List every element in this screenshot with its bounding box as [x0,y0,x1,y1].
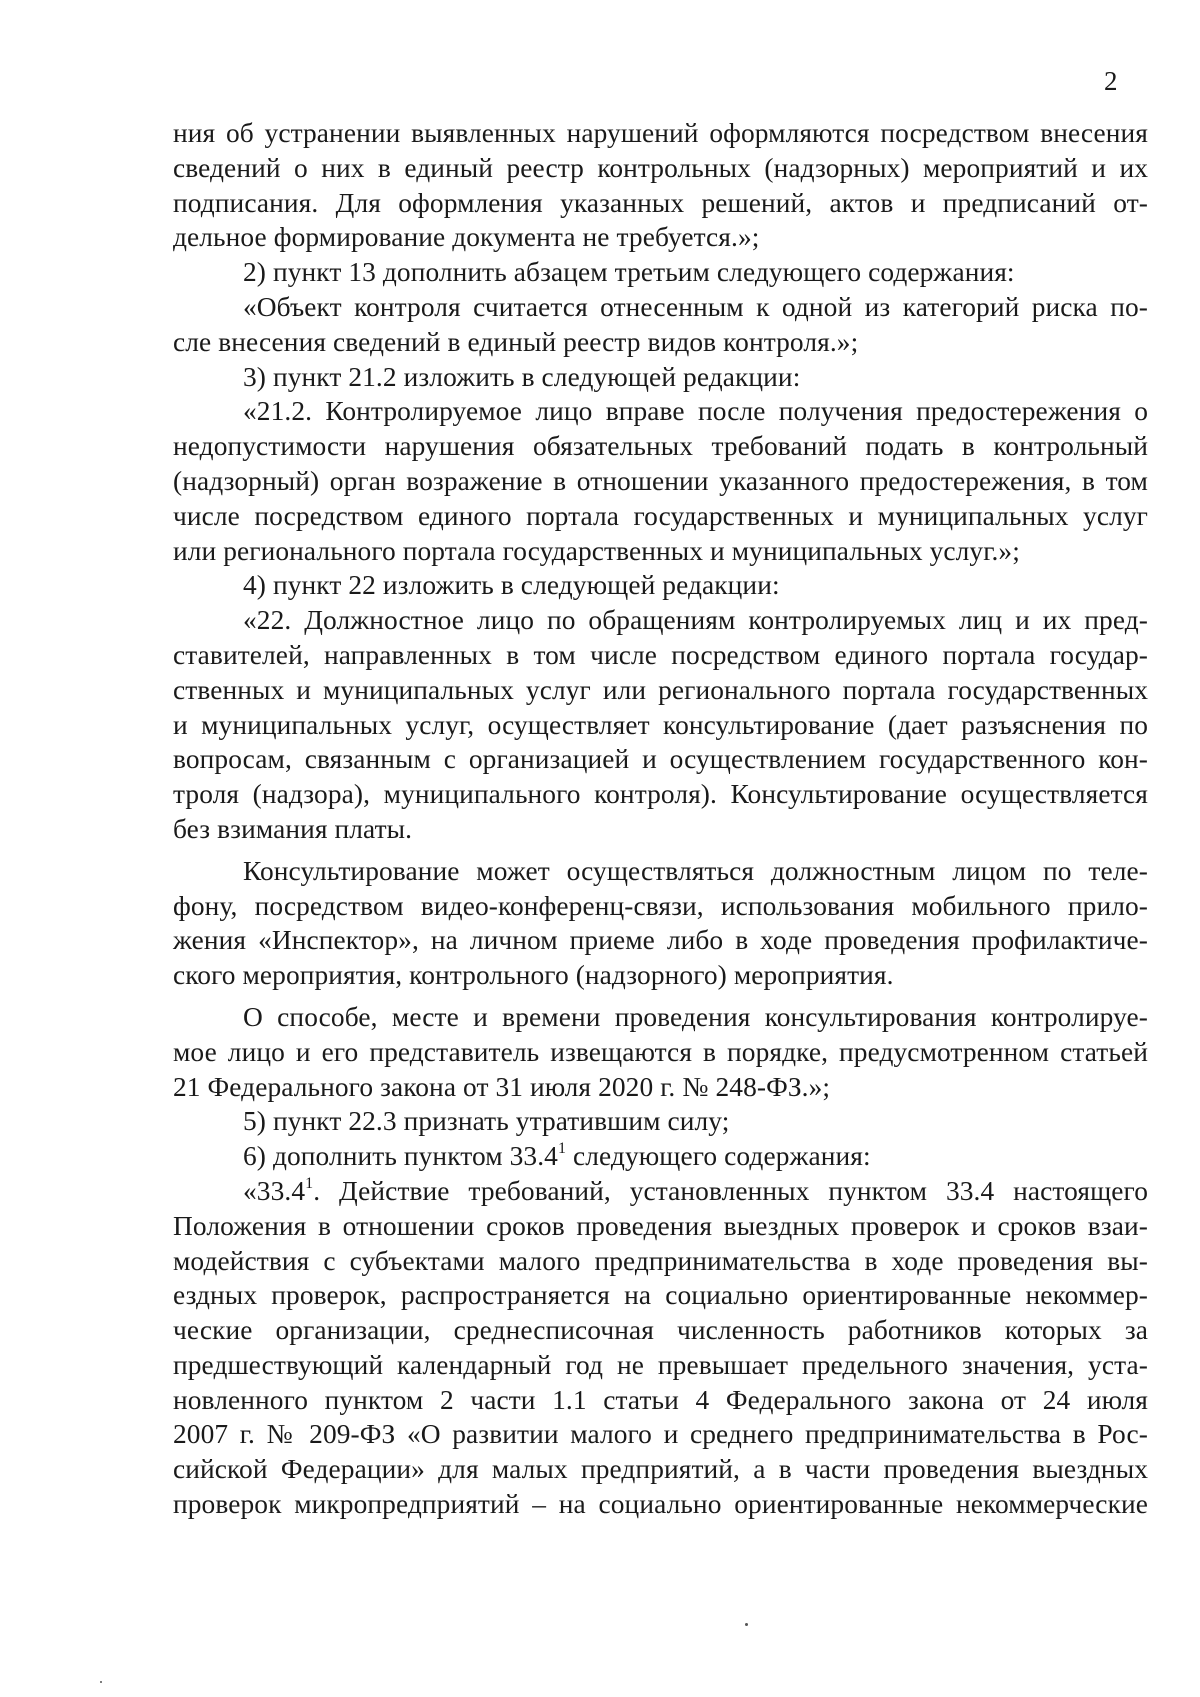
text-line [173,1174,1148,1209]
paragraph-gap [173,993,1148,1000]
text-line: сийской Федерации» для малых предприятий, а в части проведения выездных [173,1454,1148,1485]
text-line: 21 Федерального закона от 31 июля 2020 г. № 248-ФЗ.»; [173,1071,831,1102]
text-line: и муниципальных услуг, осуществляет консультирование (дает разъяснения по [173,709,1148,740]
text-line: модействия с субъектами малого предпринимательства в ходе проведения вы- [173,1245,1148,1276]
text-line: 3) пункт 21.2 изложить в следующей редакции: [243,361,801,392]
text-line: сведений о них в единый реестр контрольных (надзорных) мероприятий и их [173,152,1148,183]
text-line: 4) пункт 22 изложить в следующей редакции: [243,570,780,601]
text-line: числе посредством единого портала государственных и муниципальных услуг [173,500,1148,531]
text-line: «21.2. Контролируемое лицо вправе после получения предостережения о [243,396,1148,427]
text-line: О способе, месте и времени проведения консультирования контролируе- [243,1001,1148,1032]
text-line: (надзорный) орган возражение в отношении указанного предостережения, в том [173,465,1148,496]
text-line: ездных проверок, распространяется на социально ориентированные некоммер- [173,1280,1148,1311]
text-line: ния об устранении выявленных нарушений оформляются посредством внесения [173,118,1148,148]
text-line: 5) пункт 22.3 признать утратившим силу; [243,1106,730,1137]
text-line: сле внесения сведений в единый реестр видов контроля.»; [173,326,859,357]
text-line: недопустимости нарушения обязательных требований подать в контрольный [173,431,1148,462]
text-line: 2007 г. № 209-ФЗ «О развитии малого и среднего предпринимательства в Рос- [173,1419,1148,1450]
text-line: дельное формирование документа не требуется.»; [173,222,760,253]
page-number: 2 [1104,66,1118,96]
text-line: Консультирование может осуществляться должностным лицом по теле- [243,855,1148,886]
text-line: фону, посредством видео-конференц-связи, использования мобильного прило- [173,890,1148,921]
superscript: 1 [305,1174,314,1192]
text-line: вопросам, связанным с организацией и осуществлением государственного кон- [173,744,1148,775]
text-line-part: 6) дополнить пунктом 33.4 [243,1141,558,1172]
text-line: проверок микропредприятий – на социально ориентированные некоммерческие [173,1489,1148,1520]
text-line: подписания. Для оформления указанных решений, актов и предписаний от- [173,187,1148,218]
text-line: Положения в отношении сроков проведения выездных проверок и сроков взаи- [173,1210,1148,1241]
text-line: «Объект контроля считается отнесенным к одной из категорий риска по- [243,291,1148,322]
paragraph-gap [173,847,1148,854]
text-line: ского мероприятия, контрольного (надзорного) мероприятия. [173,960,894,991]
text-line: жения «Инспектор», на личном приеме либо в ходе проведения профилактиче- [173,925,1148,956]
text-line: или регионального портала государственных и муниципальных услуг.»; [173,535,1020,566]
scan-speck [100,1681,102,1683]
text-line-part: следующего содержания: [566,1141,871,1172]
scan-speck [745,1623,748,1626]
text-line-part: . Действие требований, установленных пунктом 33.4 настоящего [313,1175,1148,1206]
text-line-part: «33.4 [243,1175,306,1206]
text-line: троля (надзора), муниципального контроля). Консультирование осуществляется [173,779,1148,810]
document-body [173,116,1148,1522]
text-line: предшествующий календарный год не превышает предельного значения, уста- [173,1349,1148,1380]
text-line: ческие организации, среднесписочная численность работников которых за [173,1315,1148,1346]
superscript: 1 [557,1139,567,1157]
text-line: новленного пунктом 2 части 1.1 статьи 4 Федерального закона от 24 июля [173,1384,1148,1415]
text-line: без взимания платы. [173,813,413,844]
text-line: ставителей, направленных в том числе посредством единого портала государ- [173,639,1148,670]
text-line: ственных и муниципальных услуг или регионального портала государственных [173,674,1148,705]
text-line: «22. Должностное лицо по обращениям контролируемых лиц и их пред- [243,605,1148,636]
text-line: 2) пункт 13 дополнить абзацем третьим следующего содержания: [243,257,1015,288]
text-line: мое лицо и его представитель извещаются в порядке, предусмотренном статьей [173,1036,1148,1067]
text-line [173,1139,1148,1174]
